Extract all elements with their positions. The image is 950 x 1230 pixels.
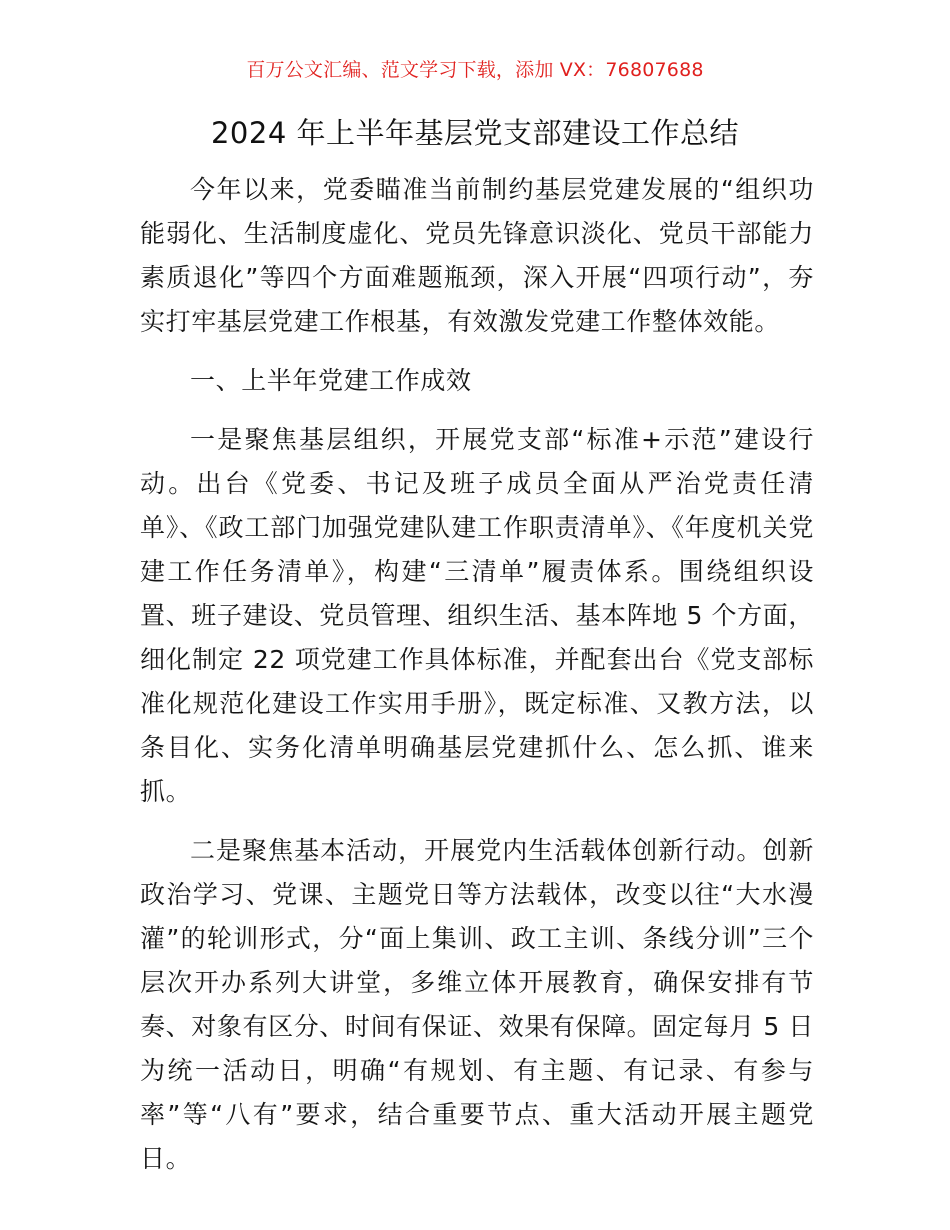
header-watermark-note: 百万公文汇编、范文学习下载，添加 VX：76807688 (246, 59, 704, 81)
section-heading-1: 一、上半年党建工作成效 (190, 366, 472, 395)
document-body (140, 168, 814, 1181)
paragraph-item-1: 一是聚焦基层组织，开展党支部“标准+示范”建设行动。出台《党委、书记及班子成员全面从严治党责任清单》、《政工部门加强党建队建工作职责清单》、《年度机关党建工作任务清单》，构建“三清单”履责体系。围绕组织设置、班子建设、党员管理、组织生活、基本阵地 5 个方面，细化制定 22 项党建工作具体标准，并配套出台《党支部标准化规范化建设工作实用手册》，既定标准、又教方法，以条目化、实务化清单明确基层党建抓什么、怎么抓、谁来抓。 (140, 425, 814, 806)
paragraph-item-2: 二是聚焦基本活动，开展党内生活载体创新行动。创新政治学习、党课、主题党日等方法载体，改变以往“大水漫灌”的轮训形式，分“面上集训、政工主训、条线分训”三个层次开办系列大讲堂，多维立体开展教育，确保安排有节奏、对象有区分、时间有保证、效果有保障。固定每月 5 日为统一活动日，明确“有规划、有主题、有记录、有参与率”等“八有”要求，结合重要节点、重大活动开展主题党日。 (140, 836, 814, 1173)
document-title: 2024 年上半年基层党支部建设工作总结 (210, 116, 740, 150)
intro-paragraph: 今年以来，党委瞄准当前制约基层党建发展的“组织功能弱化、生活制度虚化、党员先锋意识淡化、党员干部能力素质退化”等四个方面难题瓶颈，深入开展“四项行动”，夯实打牢基层党建工作根基，有效激发党建工作整体效能。 (140, 175, 814, 336)
